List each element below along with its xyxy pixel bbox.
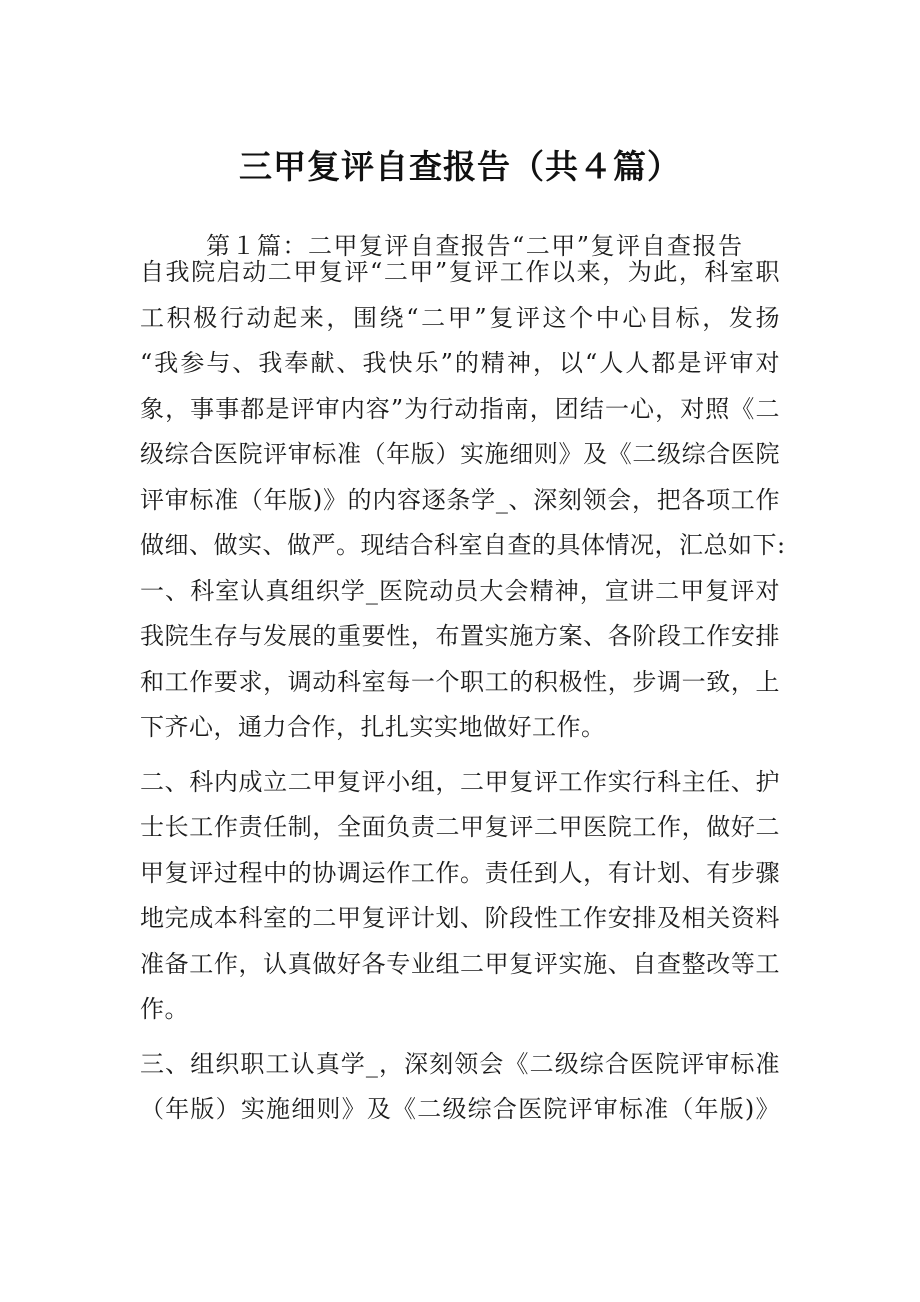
paragraph-line: 做细、做实、做严。现结合科室自查的具体情况，汇总如下: bbox=[140, 531, 786, 559]
paragraph-line: 自我院启动二甲复评“二甲”复评工作以来，为此，科室职 bbox=[140, 258, 780, 286]
paragraph-line: 我院生存与发展的重要性，布置实施方案、各阶段工作安排 bbox=[140, 622, 780, 650]
document-body bbox=[140, 250, 786, 1133]
paragraph-line: （年版）实施细则》及《二级综合医院评审标准（年版)》 bbox=[140, 1095, 780, 1123]
paragraph-3 bbox=[140, 1042, 780, 1133]
paragraph-line: 士长工作责任制，全面负责二甲复评二甲医院工作，做好二 bbox=[140, 813, 780, 841]
paragraph-line: 下齐心，通力合作，扎扎实实地做好工作。 bbox=[140, 713, 606, 741]
paragraph-line: 三、组织职工认真学_，深刻领会《二级综合医院评审标准 bbox=[140, 1049, 780, 1078]
paragraph-line: 象，事事都是评审内容”为行动指南，团结一心，对照《二 bbox=[140, 394, 780, 423]
paragraph-line: 准备工作，认真做好各专业组二甲复评实施、自查整改等工 bbox=[140, 949, 780, 978]
paragraph-line: 和工作要求，调动科室每一个职工的积极性，步调一致，上 bbox=[140, 667, 780, 696]
paragraph-line: 级综合医院评审标准（年版）实施细则》及《二级综合医院 bbox=[140, 440, 780, 468]
paragraph-line: 作。 bbox=[140, 995, 189, 1023]
paragraph-line: 二、科内成立二甲复评小组，二甲复评工作实行科主任、护 bbox=[140, 767, 780, 796]
paragraph-2 bbox=[140, 760, 780, 1033]
paragraph-line: 工积极行动起来，围绕“二甲”复评这个中心目标，发扬 bbox=[140, 303, 780, 332]
paragraph-line: 地完成本科室的二甲复评计划、阶段性工作安排及相关资料 bbox=[140, 904, 780, 932]
paragraph-line: 甲复评过程中的协调运作工作。责任到人，有计划、有步骤 bbox=[140, 858, 780, 887]
document-title: 三甲复评自查报告（共４篇） bbox=[239, 147, 681, 186]
document-subtitle: 第１篇：二甲复评自查报告“二甲”复评自查报告 bbox=[206, 232, 744, 260]
paragraph-1 bbox=[140, 250, 786, 751]
paragraph-line: 评审标准（年版)》的内容逐条学_、深刻领会，把各项工作 bbox=[140, 485, 780, 514]
paragraph-line: 一、科室认真组织学_医院动员大会精神，宣讲二甲复评对 bbox=[140, 576, 780, 605]
paragraph-line: “我参与、我奉献、我快乐”的精神，以“人人都是评审对 bbox=[140, 349, 780, 377]
